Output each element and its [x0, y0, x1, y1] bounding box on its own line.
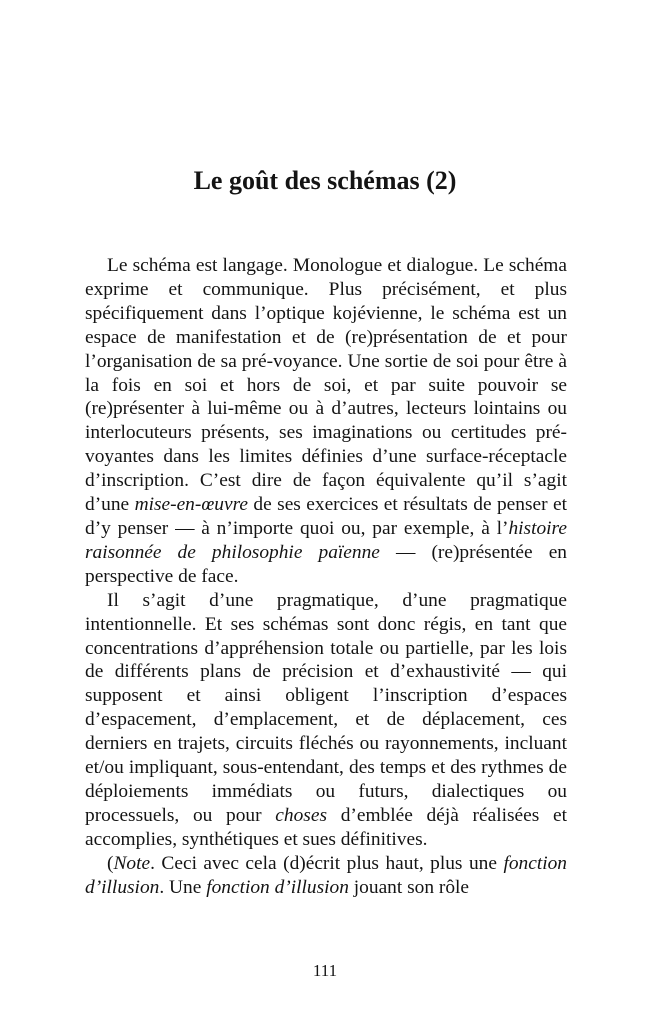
- paragraph-2: [85, 589, 567, 852]
- text-run: d’emblée déjà réalisées et accomplies, synthétiques et sues définitives.: [85, 804, 567, 850]
- italic-run: fonction d’illusion: [85, 852, 567, 898]
- text-run: Le schéma est langage. Monologue et dialogue. Le schéma exprime et communique. Plus précisément, et plus spécifiquement dans l’optique kojévienne, le schéma est un espace de manifestation et de (re)présentation de et pour l’organisation de sa pré-voyance. Une sortie de soi pour être à la fois en soi et hors de soi, et par suite pouvoir se (re)présenter à lui-même ou à d’autres, lecteurs lointains ou interlocuteurs présents, ses imaginations ou certitudes pré-voyantes dans les limites définies d’une surface-réceptacle d’inscription. C’est dire de façon équivalente qu’il s’agit d’une: [85, 255, 567, 516]
- paragraph-3: [85, 852, 567, 900]
- text-run: . Une: [159, 876, 207, 898]
- page-number: 111: [312, 961, 338, 980]
- italic-run: choses: [275, 804, 327, 826]
- chapter-title: Le goût des schémas (2): [193, 166, 457, 195]
- text-run: de ses exercices et résultats de penser et d’y penser — à n’importe quoi ou, par exemple, à l’: [85, 494, 568, 539]
- italic-run: fonction d’illusion: [206, 876, 349, 898]
- body-text: [85, 254, 567, 899]
- text-run: jouant son rôle: [348, 876, 470, 898]
- italic-run: Note: [113, 852, 151, 874]
- text-run: — (re)présentée en perspective de face.: [85, 541, 568, 587]
- text-run: Il s’agit d’une pragmatique, d’une pragmatique intentionnelle. Et ses schémas sont donc régis, en tant que concentrations d’appréhension totale ou partielle, par les lois de différents plans de précision et d’exhaustivité — qui supposent et ainsi obligent l’inscription d’espaces d’espacement, d’emplacement, et de déplacement, ces derniers en trajets, circuits fléchés ou rayonnements, incluant et/ou impliquant, sous-entendant, des temps et des rythmes de déploiements immédiats ou futurs, dialectiques ou processuels, ou pour: [85, 589, 567, 826]
- italic-run: histoire raisonnée de philosophie païenne: [85, 517, 567, 563]
- text-run: . Ceci avec cela (d)écrit plus haut, plus une: [150, 852, 504, 874]
- text-run: (: [107, 852, 114, 874]
- italic-run: mise-en-œuvre: [134, 494, 249, 516]
- paragraph-1: [85, 254, 567, 589]
